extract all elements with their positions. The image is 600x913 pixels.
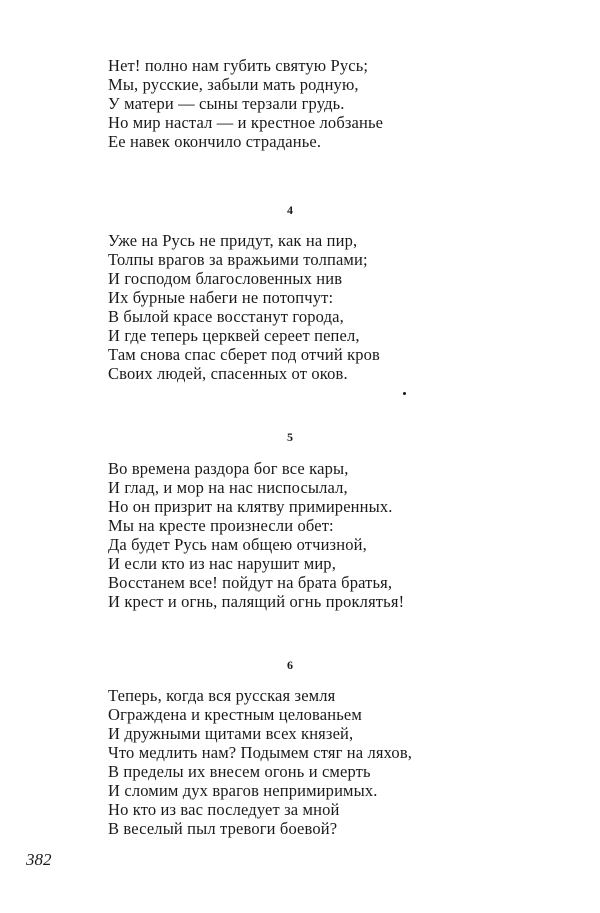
verse-line: Ограждена и крестным целованьем bbox=[108, 705, 362, 724]
verse-line: Мы на кресте произнесли обет: bbox=[108, 516, 334, 535]
verse-line: Уже на Русь не придут, как на пир, bbox=[108, 231, 358, 250]
verse-line: Что медлить нам? Подымем стяг на ляхов, bbox=[108, 743, 413, 762]
verse-line: Но кто из вас последует за мной bbox=[108, 800, 340, 819]
verse-line: Во времена раздора бог все кары, bbox=[108, 459, 349, 478]
stanza-6 bbox=[108, 686, 508, 838]
verse-line: Их бурные набеги не потопчут: bbox=[108, 288, 334, 307]
verse-line: Но он призрит на клятву примиренных. bbox=[108, 497, 393, 516]
verse-line: В пределы их внесем огонь и смерть bbox=[108, 762, 371, 781]
verse-line: И господом благословенных нив bbox=[108, 269, 343, 288]
verse-line: Восстанем все! пойдут на брата братья, bbox=[108, 573, 393, 592]
stanza-5 bbox=[108, 459, 508, 611]
verse-line: В былой красе восстанут города, bbox=[108, 307, 344, 326]
verse-line: Своих людей, спасенных от оков. bbox=[108, 364, 348, 383]
verse-line: И сломим дух врагов непримиримых. bbox=[108, 781, 378, 800]
verse-line: Толпы врагов за вражьими толпами; bbox=[108, 250, 368, 269]
stanza-number: 6 bbox=[287, 658, 293, 672]
verse-line: В веселый пыл тревоги боевой? bbox=[108, 819, 338, 838]
verse-line: Но мир настал — и крестное лобзанье bbox=[108, 113, 384, 132]
verse-line: Теперь, когда вся русская земля bbox=[108, 686, 336, 705]
verse-line: У матери — сыны терзали грудь. bbox=[108, 94, 345, 113]
verse-line: И где теперь церквей сереет пепел, bbox=[108, 326, 360, 345]
verse-line: И дружными щитами всех князей, bbox=[108, 724, 354, 743]
verse-line: Там снова спас сберет под отчий кров bbox=[108, 345, 381, 364]
verse-line: Мы, русские, забыли мать родную, bbox=[108, 75, 359, 94]
stanza-1 bbox=[108, 56, 508, 151]
stanza-4 bbox=[108, 231, 508, 383]
stanza-number: 4 bbox=[287, 203, 293, 217]
page-number: 382 bbox=[26, 850, 52, 869]
verse-line: И глад, и мор на нас ниспосылал, bbox=[108, 478, 348, 497]
verse-line: Да будет Русь нам общею отчизной, bbox=[108, 535, 367, 554]
stanza-number: 5 bbox=[287, 430, 293, 444]
verse-line: Нет! полно нам губить святую Русь; bbox=[108, 56, 369, 75]
ink-speck bbox=[403, 392, 406, 395]
verse-line: И крест и огнь, палящий огнь проклятья! bbox=[108, 592, 405, 611]
verse-line: Ее навек окончило страданье. bbox=[108, 132, 322, 151]
verse-line: И если кто из нас нарушит мир, bbox=[108, 554, 336, 573]
